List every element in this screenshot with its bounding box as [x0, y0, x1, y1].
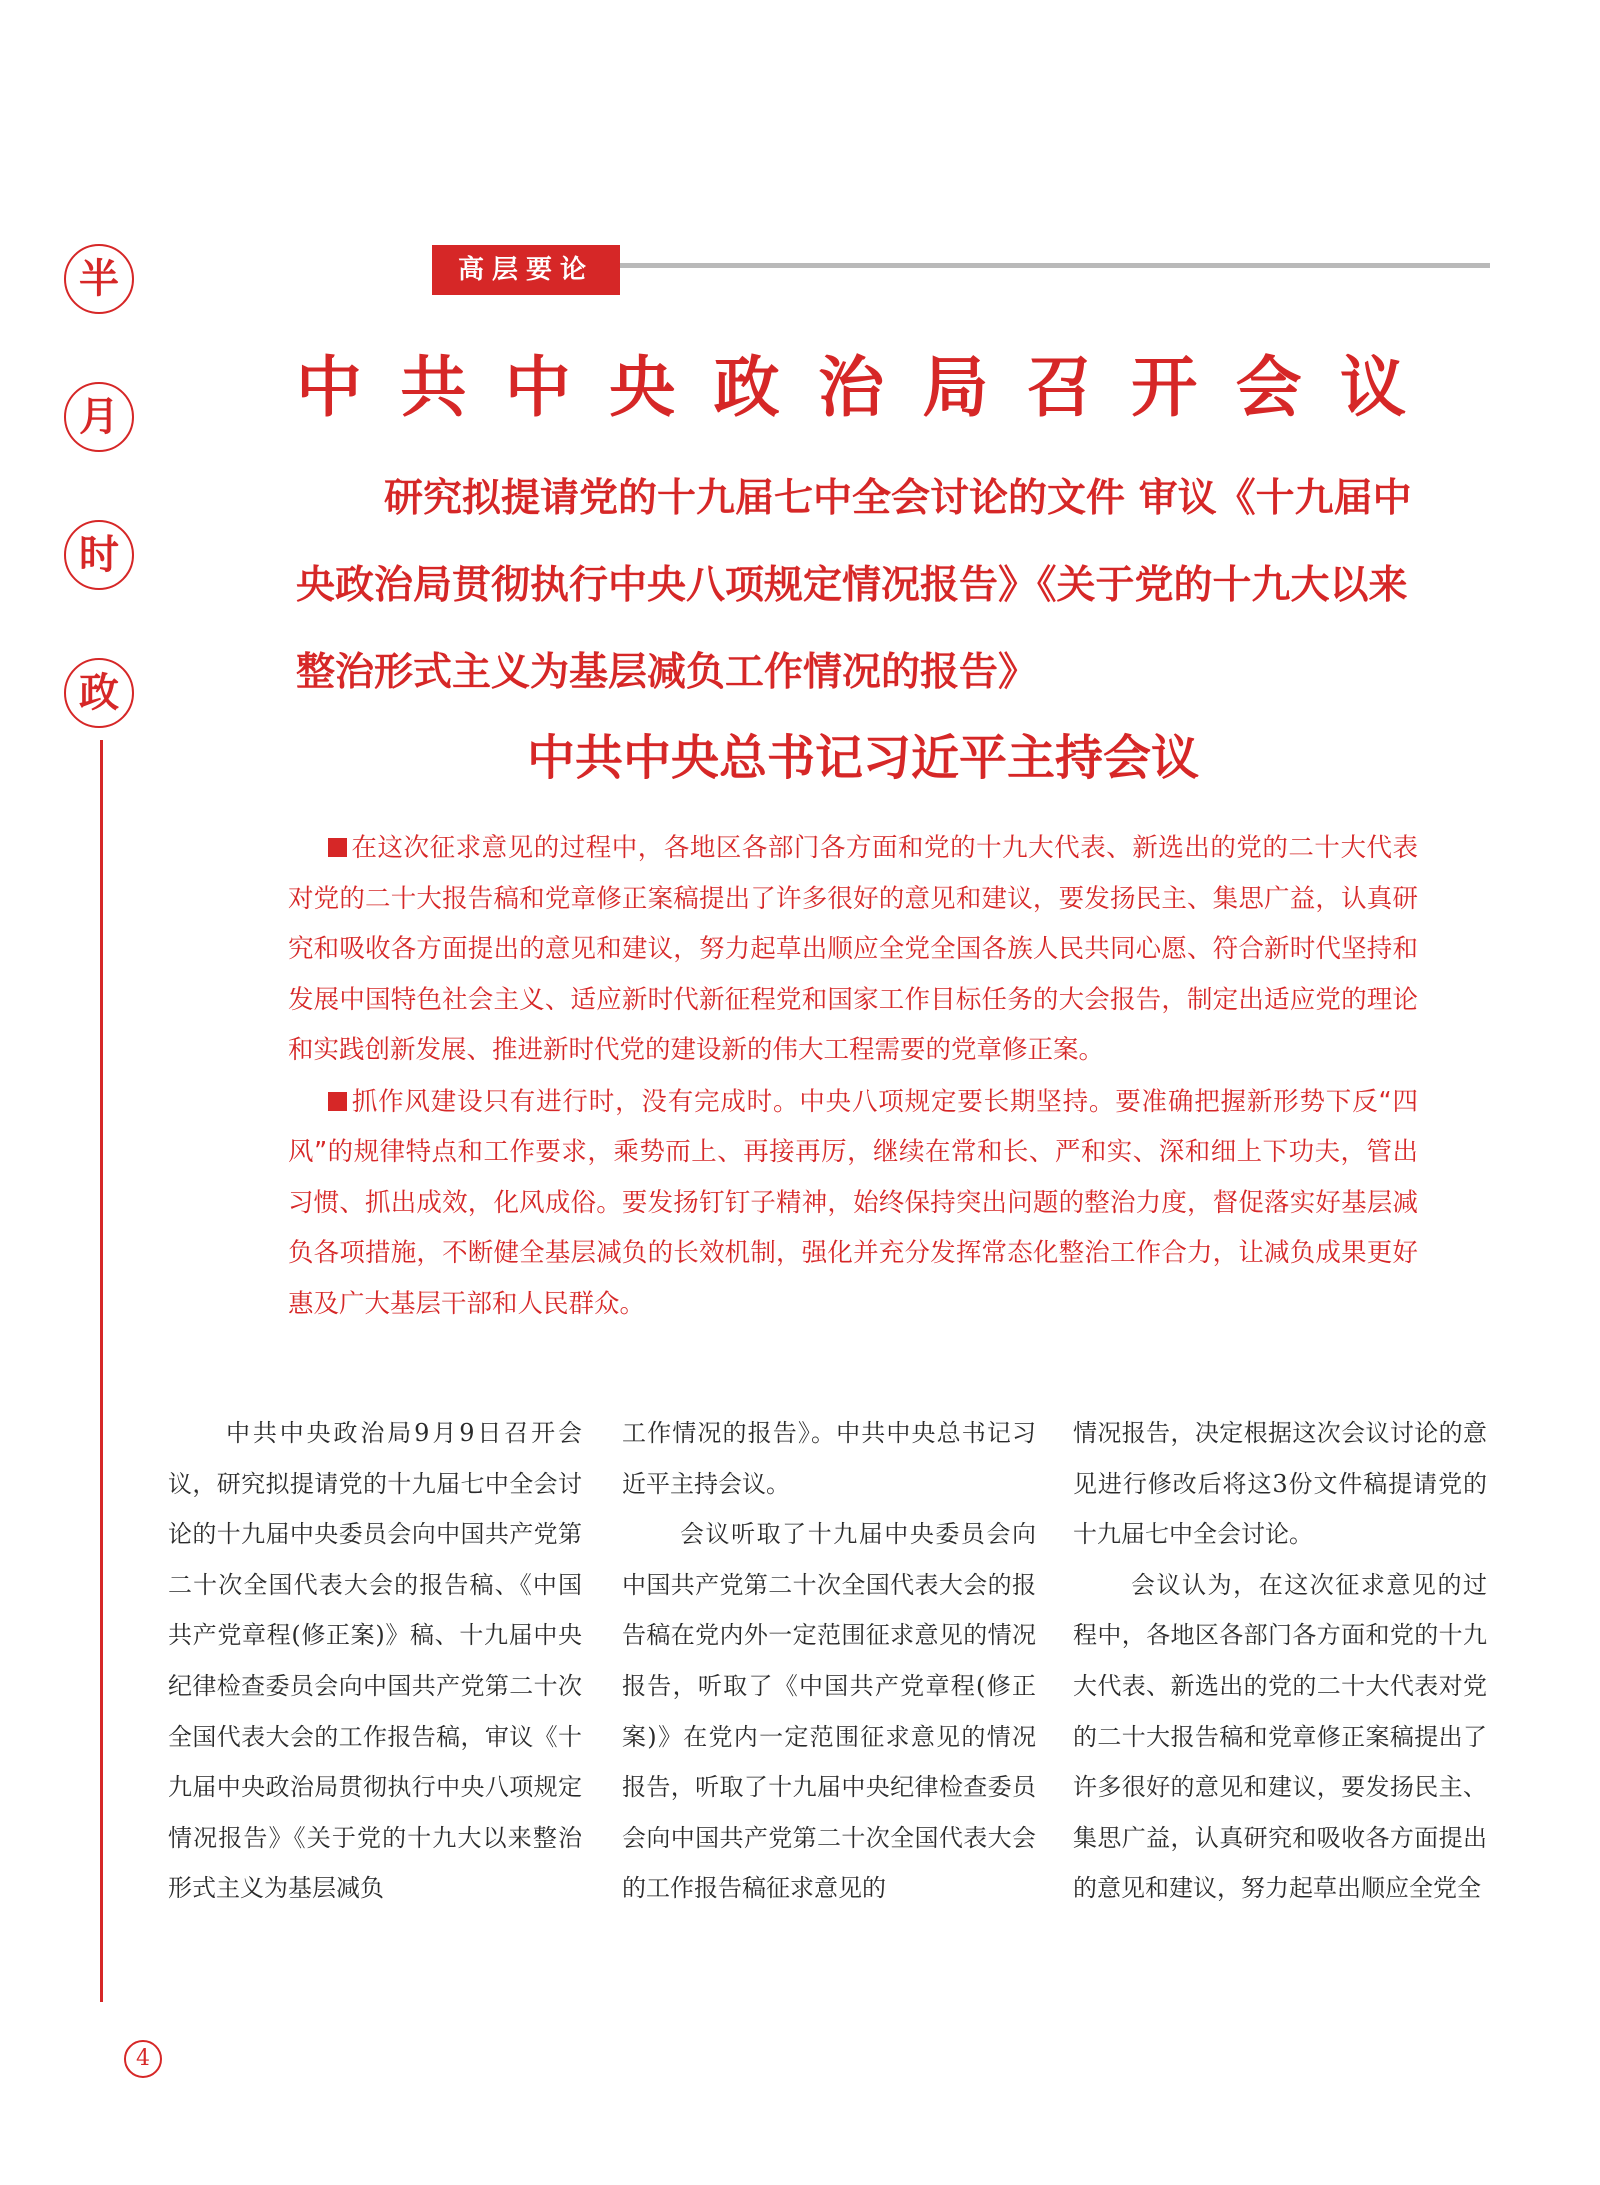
article-headline: 中共中央政治局召开会议 — [296, 349, 1428, 426]
body-paragraph: 会议认为，在这次征求意见的过程中，各地区各部门各方面和党的十九大代表、新选出的党的二十大代表对党的二十大报告稿和党章修正案稿提出了许多很好的意见和建议，要发扬民主、集思广益，认真研究和吸收各方面提出的意见和建议，努力起草出顺应全党全 — [1073, 1570, 1487, 1903]
body-paragraph: 工作情况的报告》。中共中央总书记习近平主持会议。 — [622, 1419, 1036, 1498]
article-host-line: 中共中央总书记习近平主持会议 — [526, 730, 1199, 786]
masthead-vertical-rule — [100, 740, 103, 2002]
summary-paragraph — [288, 1077, 1418, 1330]
masthead-char: 时 — [64, 520, 134, 590]
masthead-char: 月 — [64, 382, 134, 452]
article-subtitle: 研究拟提请党的十九届七中全会讨论的文件 审议《十九届中央政治局贯彻执行中央八项规定情况报告》《关于党的十九大以来整治形式主义为基层减负工作情况的报告》 — [296, 476, 1412, 695]
square-bullet-icon — [328, 1092, 347, 1111]
body-paragraph: 会议听取了十九届中央委员会向中国共产党第二十次全国代表大会的报告稿在党内外一定范围征求意见的情况报告，听取了《中国共产党章程(修正案)》在党内一定范围征求意见的情况报告，听取了十九届中央纪律检查委员会向中国共产党第二十次全国代表大会的工作报告稿征求意见的 — [622, 1520, 1036, 1903]
summary-text: 抓作风建设只有进行时，没有完成时。中央八项规定要长期坚持。要准确把握新形势下反“四风”的规律特点和工作要求，乘势而上、再接再厉，继续在常和长、严和实、深和细上下功夫，管出习惯、抓出成效，化风成俗。要发扬钉钉子精神，始终保持突出问题的整治力度，督促落实好基层减负各项措施，不断健全基层减负的长效机制，强化并充分发挥常态化整治工作合力，让减负成果更好惠及广大基层干部和人民群众。 — [288, 1086, 1418, 1319]
body-paragraph: 情况报告，决定根据这次会议讨论的意见进行修改后将这3份文件稿提请党的十九届七中全会讨论。 — [1073, 1419, 1487, 1549]
body-column-3 — [1073, 1408, 1487, 1914]
page-number: 4 — [124, 2040, 162, 2078]
section-tag: 高层要论 — [432, 245, 620, 295]
body-paragraph: 中共中央政治局9月9日召开会议，研究拟提请党的十九届七中全会讨论的十九届中央委员会向中国共产党第二十次全国代表大会的报告稿、《中国共产党章程(修正案)》稿、十九届中央纪律检查委员会向中国共产党第二十次全国代表大会的工作报告稿，审议《十九届中央政治局贯彻执行中央八项规定情况报告》《关于党的十九大以来整治形式主义为基层减负 — [168, 1419, 582, 1903]
body-column-2 — [622, 1408, 1036, 1914]
masthead — [64, 244, 140, 796]
summary-paragraph — [288, 823, 1418, 1076]
body-column-1 — [168, 1408, 582, 1914]
square-bullet-icon — [328, 838, 347, 857]
summary-text: 在这次征求意见的过程中，各地区各部门各方面和党的十九大代表、新选出的党的二十大代表对党的二十大报告稿和党章修正案稿提出了许多很好的意见和建议，要发扬民主、集思广益，认真研究和吸收各方面提出的意见和建议，努力起草出顺应全党全国各族人民共同心愿、符合新时代坚持和发展中国特色社会主义、适应新时代新征程党和国家工作目标任务的大会报告，制定出适应党的理论和实践创新发展、推进新时代党的建设新的伟大工程需要的党章修正案。 — [288, 833, 1418, 1065]
section-rule — [620, 263, 1490, 268]
article-summary — [288, 823, 1418, 1330]
masthead-char: 半 — [64, 244, 134, 314]
masthead-char: 政 — [64, 658, 134, 728]
